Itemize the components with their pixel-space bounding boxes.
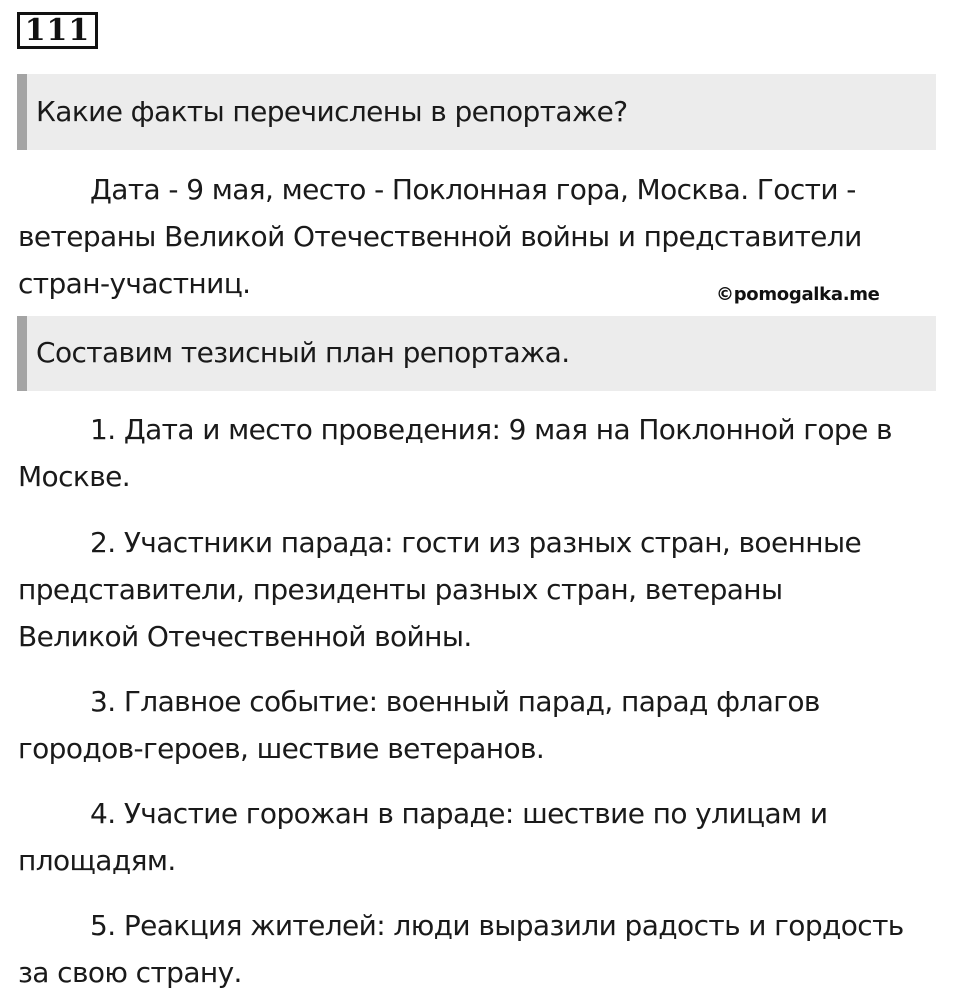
watermark-text: ©pomogalka.me: [716, 284, 880, 305]
question-block-facts: [17, 74, 936, 150]
plan-line: 3. Главное событие: военный парад, парад флагов: [90, 685, 820, 718]
plan-line: городов-героев, шествие ветеранов.: [18, 732, 545, 765]
plan-line: Великой Отечественной войны.: [18, 620, 472, 653]
plan-line: площадям.: [18, 844, 176, 877]
question-text: Составим тезисный план репортажа.: [36, 336, 570, 369]
plan-line: 1. Дата и место проведения: 9 мая на Поклонной горе в: [90, 413, 892, 446]
plan-item-4: [18, 790, 953, 884]
plan-line: за свою страну.: [18, 956, 242, 989]
plan-item-1: [18, 406, 953, 500]
plan-line: 5. Реакция жителей: люди выразили радость и гордость: [90, 909, 904, 942]
plan-line: Москве.: [18, 460, 131, 493]
task-number-badge: 111: [17, 12, 98, 49]
plan-item-3: [18, 678, 953, 772]
plan-item-5: [18, 902, 953, 996]
plan-line: представители, президенты разных стран, ветераны: [18, 573, 783, 606]
question-block-plan: [17, 316, 936, 391]
plan-line: 2. Участники парада: гости из разных стран, военные: [90, 526, 862, 559]
answer-line: стран-участниц.: [18, 267, 251, 300]
answer-line: Дата - 9 мая, место - Поклонная гора, Москва. Гости -: [90, 173, 856, 206]
plan-line: 4. Участие горожан в параде: шествие по улицам и: [90, 797, 828, 830]
plan-item-2: [18, 519, 953, 660]
answer-line: ветераны Великой Отечественной войны и представители: [18, 220, 862, 253]
question-text: Какие факты перечислены в репортаже?: [36, 95, 628, 128]
